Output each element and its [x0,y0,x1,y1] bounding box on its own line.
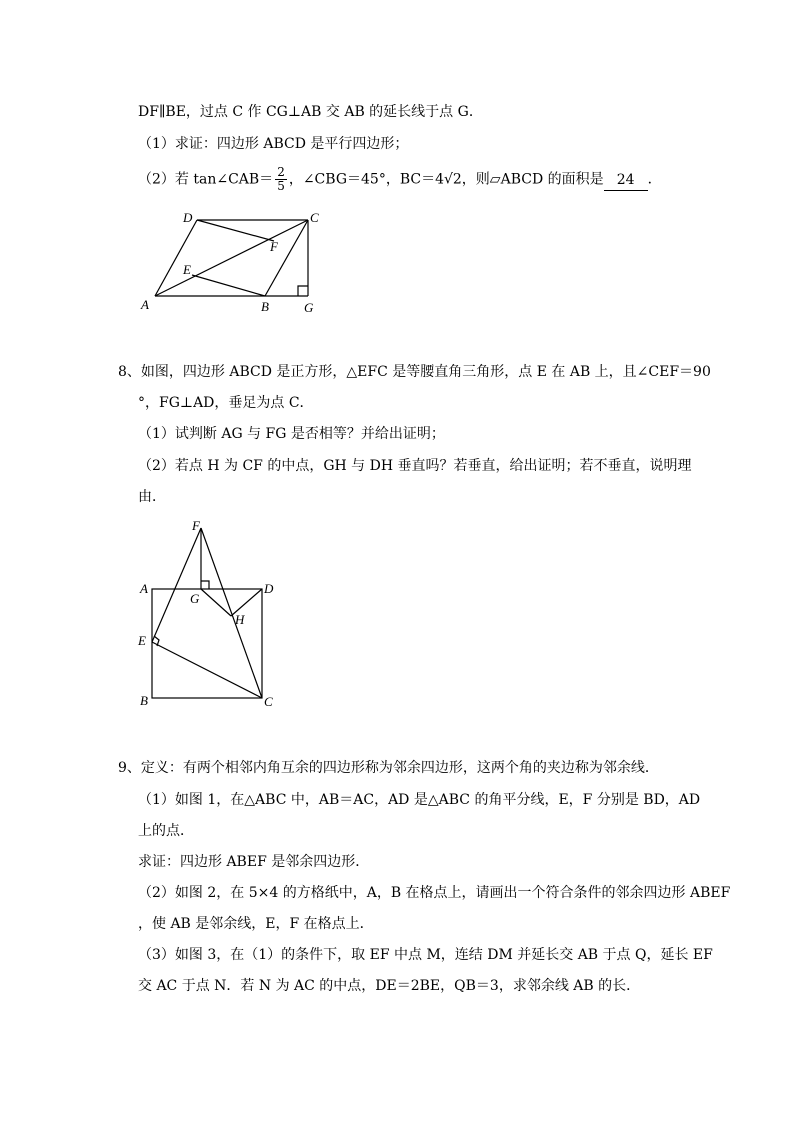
q7-fraction [275,166,287,193]
q9-part2-line1: （2）如图 2，在 5×4 的方格纸中，A，B 在格点上，请画出一个符合条件的邻余四边形 ABEF [138,885,731,901]
q9-part3-line1: （3）如图 3，在（1）的条件下，取 EF 中点 M，连结 DM 并延长交 AB 于点 Q，延长 EF [138,947,713,963]
q8-line1: 8、如图，四边形 ABCD 是正方形，△EFC 是等腰直角三角形，点 E 在 AB 上，且∠CEF＝90 [118,364,711,380]
q7-part2-text-b: ，∠CBG＝45°，BC＝4√2，则▱ABCD 的面积是 [288,171,604,188]
q7-fraction-den: 5 [277,179,285,193]
q9-definition: 9、定义：有两个相邻内角互余的四边形称为邻余四边形，这两个角的夹边称为邻余线． [118,760,659,776]
q8-part1: （1）试判断 AG 与 FG 是否相等？并给出证明； [138,426,445,442]
q7-part2 [138,166,662,193]
q7-answer-blank: 24 [604,170,648,191]
q7-part1: （1）求证：四边形 ABCD 是平行四边形； [138,136,409,152]
q7-label-f: F [270,239,278,254]
q8-label-f: F [192,518,200,533]
q8-square-figure [135,515,285,715]
q7-part2-end: ． [647,171,662,188]
q9-part1-line2: 上的点． [138,823,194,839]
q8-line2: °，FG⊥AD，垂足为点 C． [138,395,314,411]
q7-label-g: G [304,300,314,315]
q7-parallelogram-figure [135,205,335,315]
q7-label-e: E [183,262,191,277]
q9-part1-line1: （1）如图 1，在△ABC 中，AB＝AC，AD 是△ABC 的角平分线，E，F 分别是 BD，AD [138,792,701,808]
q7-fraction-num: 2 [277,165,285,179]
q8-label-a: A [140,581,148,596]
q9-part1-line3: 求证：四边形 ABEF 是邻余四边形． [138,854,370,870]
q7-label-a: A [141,297,149,312]
q7-label-d: D [183,210,193,225]
q8-label-b: B [140,693,148,708]
q8-label-d: D [264,581,274,596]
q7-intro-line: DF∥BE，过点 C 作 CG⊥AB 交 AB 的延长线于点 G． [138,104,483,120]
q7-part2-text-a: （2）若 tan∠CAB＝ [138,171,274,188]
q9-part3-line2: 交 AC 于点 N．若 N 为 AC 的中点，DE＝2BE，QB＝3，求邻余线 AB 的长． [138,978,641,994]
q9-part2-line2: ，使 AB 是邻余线，E，F 在格点上． [138,916,374,932]
q8-label-h: H [235,612,245,627]
q8-part2-line1: （2）若点 H 为 CF 的中点，GH 与 DH 垂直吗？若垂直，给出证明；若不垂直，说明理 [138,458,692,474]
q7-label-c: C [310,210,319,225]
q8-label-e: E [138,633,146,648]
q8-part2-line2: 由． [138,489,166,505]
q7-label-b: B [261,299,269,314]
q8-label-c: C [264,694,273,709]
q8-label-g: G [190,591,200,606]
